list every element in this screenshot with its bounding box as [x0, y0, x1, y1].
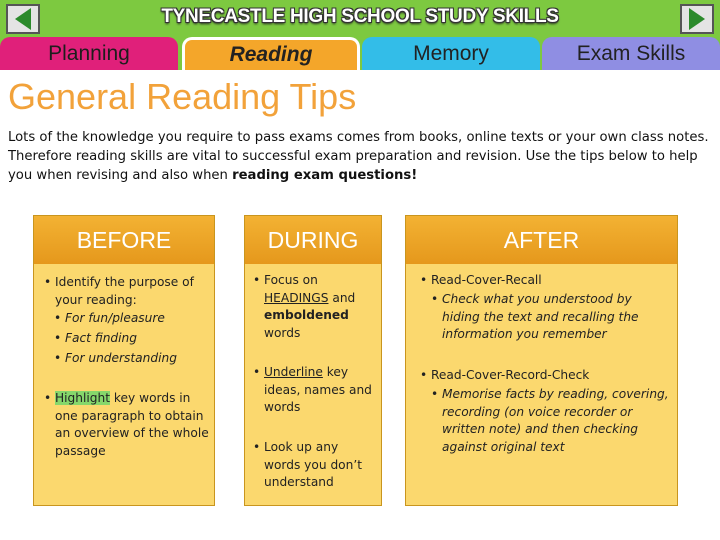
list-item — [431, 291, 671, 344]
underlined-word: HEADINGS — [264, 290, 329, 305]
site-title: TYNECASTLE HIGH SCHOOL STUDY SKILLS — [161, 6, 559, 27]
previous-page-button[interactable] — [6, 4, 40, 34]
during-column — [244, 215, 382, 506]
list-item — [44, 390, 209, 460]
after-item-1: Read-Cover-Recall — [431, 273, 542, 287]
tab-reading[interactable]: Reading — [182, 37, 360, 70]
underlined-word: Underline — [264, 365, 323, 379]
page-title: General Reading Tips — [8, 76, 357, 117]
before-body — [34, 264, 214, 505]
list-item — [44, 274, 209, 309]
during-item-3: Look up any words you don’t understand — [264, 440, 363, 489]
tab-planning[interactable]: Planning — [0, 37, 178, 70]
intro-paragraph — [8, 128, 712, 185]
during-item-1 — [253, 272, 377, 342]
during-item-2 — [253, 364, 377, 417]
before-sub-3: For understanding — [65, 351, 177, 365]
highlighted-word: Highlight — [55, 391, 111, 405]
tab-exam-skills[interactable]: Exam Skills — [542, 37, 720, 70]
bullet-icon: • — [44, 275, 52, 289]
tab-memory[interactable]: Memory — [362, 37, 540, 70]
before-item-2 — [44, 390, 209, 460]
before-item-2-text: key words in one paragraph to obtain an overview of the whole passage — [55, 391, 209, 458]
bullet-icon: • — [253, 365, 261, 379]
during-item-1-end: words — [264, 325, 301, 340]
during-item-1-mid: and — [328, 290, 356, 305]
after-column — [405, 215, 678, 506]
bullet-icon: • — [431, 292, 439, 306]
before-item-1: Identify the purpose of your reading: — [55, 275, 194, 307]
bullet-icon: • — [54, 351, 62, 365]
during-header: DURING — [245, 216, 381, 264]
intro-text: Lots of the knowledge you require to pass exams comes from books, online texts or your own class notes. Therefore reading skills are vital to successful exam preparation and revision. Use the tips below to help you when revising and also when — [8, 130, 709, 183]
after-header: AFTER — [406, 216, 677, 264]
list-item — [431, 386, 671, 456]
list-item — [420, 272, 670, 290]
bold-word: emboldened — [264, 308, 349, 322]
bullet-icon: • — [253, 273, 261, 287]
triangle-left-icon — [15, 8, 31, 30]
next-page-button[interactable] — [680, 4, 714, 34]
after-sub-1: Check what you understood by hiding the text and recalling the information you remember — [442, 292, 639, 341]
during-item-2-text: key ideas, names and words — [264, 365, 372, 414]
list-item — [420, 367, 670, 385]
bullet-icon: • — [54, 331, 62, 345]
during-item-1-text: Focus on — [264, 273, 318, 287]
bullet-icon: • — [44, 391, 52, 405]
during-body — [245, 264, 381, 505]
intro-bold-text: reading exam questions! — [232, 168, 418, 183]
list-item — [54, 310, 209, 328]
bullet-icon: • — [431, 387, 439, 401]
list-item — [253, 272, 377, 342]
list-item — [54, 330, 209, 348]
before-sub-1: For fun/pleasure — [65, 311, 165, 325]
before-sub-2: Fact finding — [65, 331, 138, 345]
after-item-2: Read-Cover-Record-Check — [431, 368, 590, 382]
list-item — [54, 350, 209, 368]
triangle-right-icon — [689, 8, 705, 30]
bullet-icon: • — [253, 440, 261, 454]
bullet-icon: • — [420, 273, 428, 287]
after-sub-2: Memorise facts by reading, covering, recording (on voice recorder or written note) and then checking against original text — [442, 387, 669, 454]
bullet-icon: • — [54, 311, 62, 325]
bullet-icon: • — [420, 368, 428, 382]
before-header: BEFORE — [34, 216, 214, 264]
list-item — [253, 364, 377, 417]
list-item — [253, 439, 377, 492]
after-body — [406, 264, 677, 505]
before-column — [33, 215, 215, 506]
